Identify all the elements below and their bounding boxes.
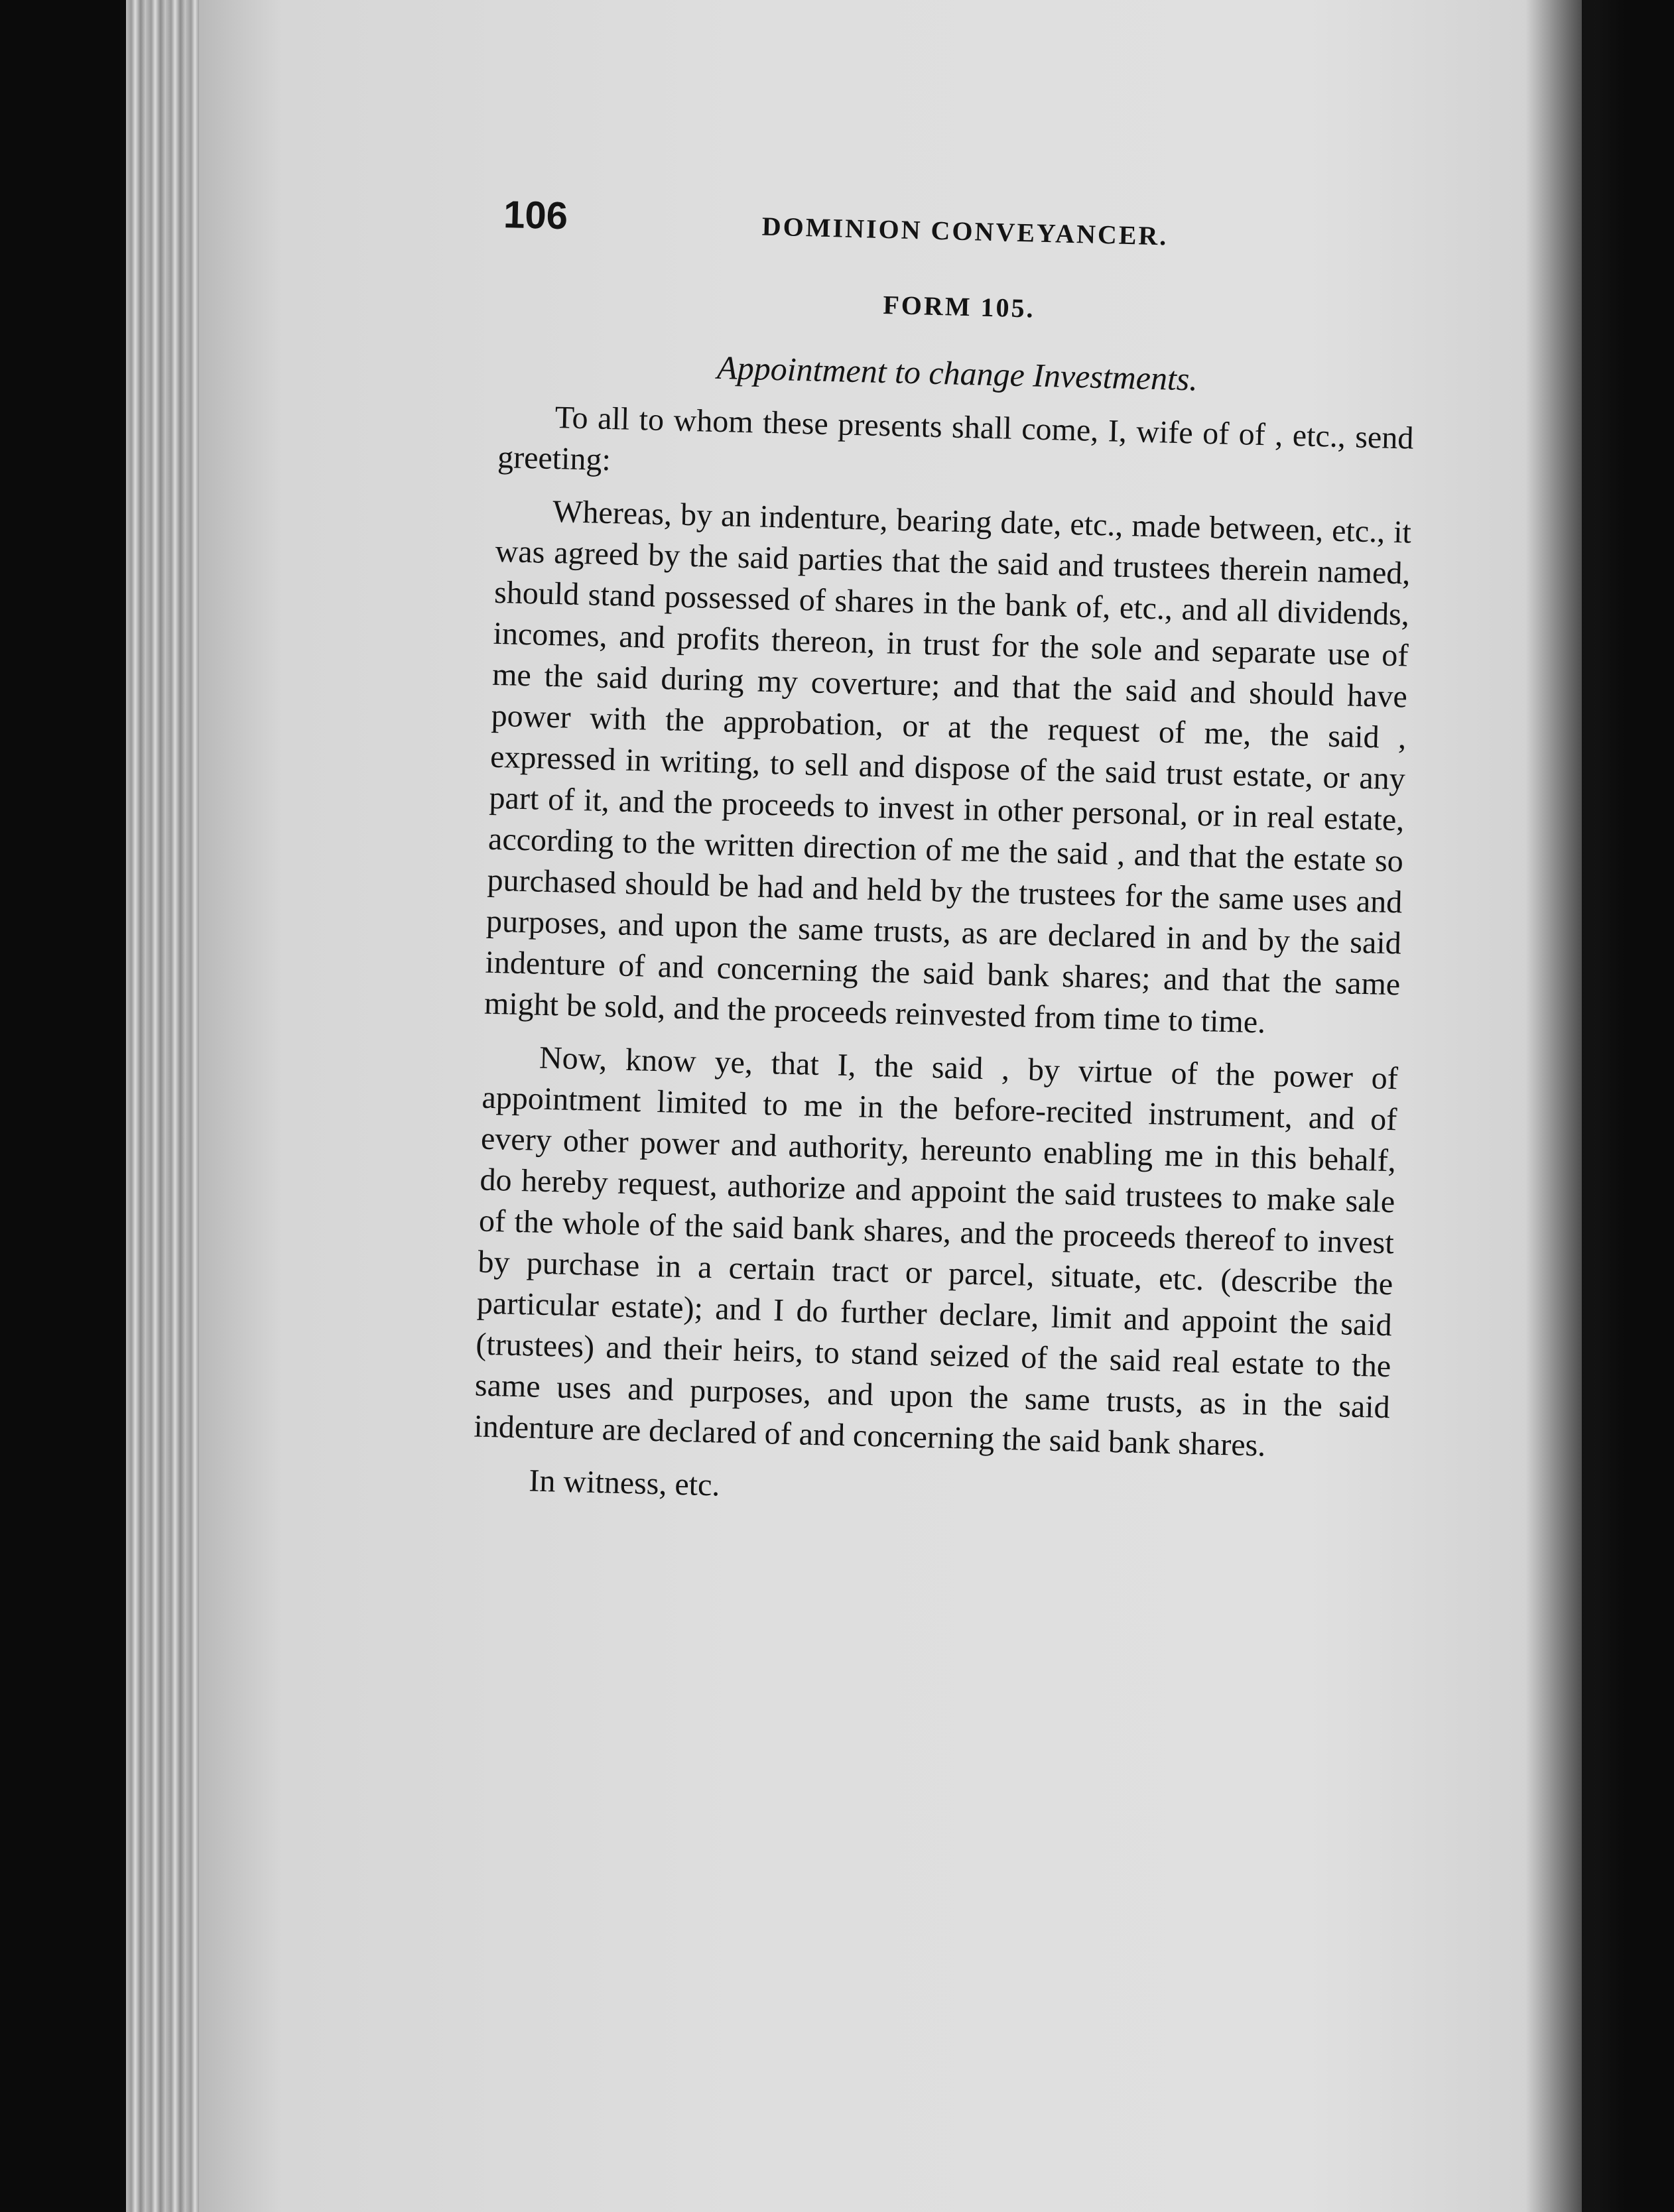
form-number: FORM 105.	[882, 290, 1036, 324]
gutter-shadow	[1525, 0, 1625, 2212]
page-content	[472, 192, 1419, 1522]
running-title: DOMINION CONVEYANCER.	[761, 211, 1169, 251]
paragraph-in-witness: In witness, etc.	[528, 1463, 721, 1503]
page-number: 106	[503, 192, 568, 238]
paragraph-whereas: Whereas, by an indenture, bearing date, etc., made between, etc., it was agreed by the said parties that the said and trustees therein named, should stand possessed of shares in the bank of, etc., and all dividends, incomes, and profits thereon, in trust for the sole and separate use of me the said during my coverture; and that the said and should have power with the approbation, or at the request of me, the said , expressed in writing, to sell and dispose of the said trust estate, or any part of it, and the proceeds to invest in other personal, or in real estate, according to the written direction of me the said , and that the estate so purchased should be had and held by the trustees for the same uses and purposes, and upon the same trusts, as are declared in and by the said indenture of and concerning the said bank shares; and that the same might be sold, and the proceeds reinvested from time to time.	[483, 493, 1412, 1040]
paragraph-now-know-ye: Now, know ye, that I, the said , by virtue of the power of appointment limited to me in the before-recited instrument, and of every other power and authority, hereunto enabling me in this behalf, do hereby request, authorize and appoint the said trustees to make sale of the whole of the said bank shares, and the proceeds thereof to invest by purchase in a certain tract or parcel, situate, etc. (describe the particular estate); and I do further declare, limit and appoint the said (trustees) and their heirs, to stand seized of the said real estate to the same uses and purposes, and upon the same trusts, as in the said indenture are declared of and concerning the said bank shares.	[473, 1040, 1399, 1463]
paragraph-greeting: To all to whom these presents shall come, I, wife of of , etc., send greeting:	[497, 399, 1414, 478]
form-title: Appointment to change Investments.	[716, 348, 1198, 398]
body-text	[472, 396, 1414, 1522]
